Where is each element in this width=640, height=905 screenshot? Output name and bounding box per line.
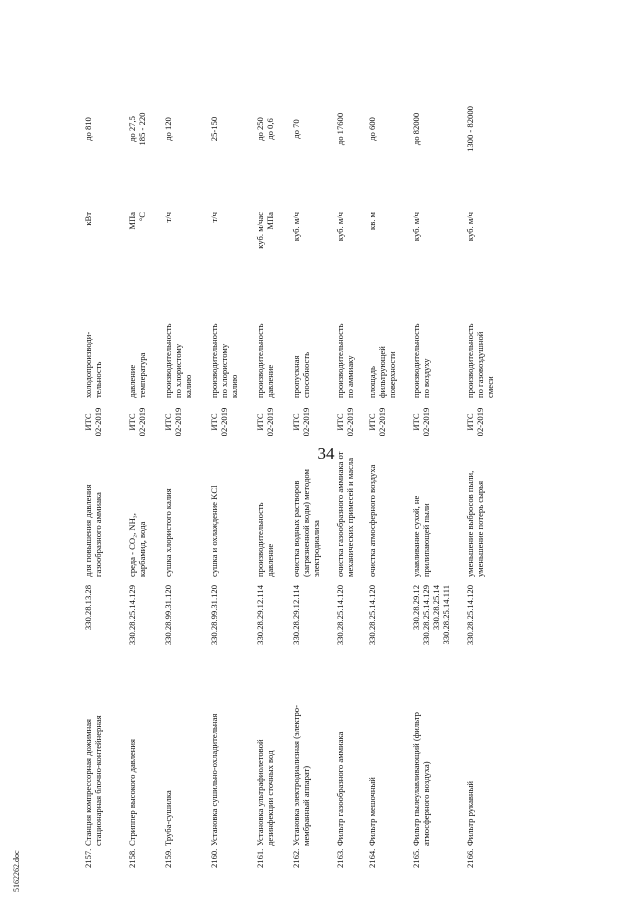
parameter-value: до 17600 (335, 112, 345, 146)
parameter-name: площадь фильтрующей поверхности (367, 346, 397, 398)
equipment-table (83, 68, 553, 868)
row-number: 2165. (411, 848, 421, 868)
parameter-unit: куб. м/ч (465, 212, 475, 242)
parameter-value: до 810 (83, 117, 93, 141)
table-row (291, 68, 321, 868)
equipment-name: Стриппер высокого давления (127, 739, 137, 846)
table-row (127, 68, 147, 868)
equipment-purpose: уменьшение выбросов пыли, уменьшение потерь сырья (465, 470, 485, 577)
parameter-name: производительность давление (255, 323, 275, 398)
equipment-name: Фильтр мешочный (367, 777, 377, 846)
parameter-unit: куб. м/час МПа (255, 212, 275, 249)
okpd-code: 330.28.25.14.120 (335, 585, 345, 646)
row-number: 2163. (335, 848, 345, 868)
parameter-unit: куб. м/ч (411, 212, 421, 242)
parameter-value: до 82000 (411, 112, 421, 146)
parameter-value: до 250 до 0,6 (255, 117, 275, 141)
footer-file-name: 5162262.doc (12, 850, 21, 892)
parameter-unit: кВт (83, 212, 93, 226)
table-row (255, 68, 275, 868)
equipment-name: Фильтр газообразного аммиака (335, 731, 345, 846)
okpd-code: 330.28.99.31.120 (163, 585, 173, 646)
equipment-name: Труба-сушилка (163, 790, 173, 846)
reference-document: ИТС 02-2019 (127, 407, 147, 437)
equipment-name: Станция компрессорная дожимная стационарная блочно-контейнерная (83, 715, 103, 846)
reference-document: ИТС 02-2019 (411, 407, 431, 437)
parameter-value: до 27,5 185 - 220 (127, 112, 147, 146)
row-number: 2161. (255, 848, 265, 868)
parameter-name: давление температура (127, 352, 147, 398)
equipment-purpose: сушка хлористого калия (163, 488, 173, 577)
reference-document: ИТС 02-2019 (83, 407, 103, 437)
parameter-name: холодопроизводи- тельность (83, 331, 103, 398)
reference-document: ИТС 02-2019 (335, 407, 355, 437)
row-number: 2166. (465, 848, 475, 868)
row-number: 2164. (367, 848, 377, 868)
parameter-unit: куб. м/ч (291, 212, 301, 242)
parameter-value: до 70 (291, 119, 301, 139)
table-row (367, 68, 397, 868)
parameter-name: производительность по воздуху (411, 323, 431, 398)
reference-document: ИТС 02-2019 (291, 407, 311, 437)
okpd-code: 330.28.13.28 (83, 585, 93, 631)
okpd-code: 330.28.29.12.114 (291, 585, 301, 645)
reference-document: ИТС 02-2019 (465, 407, 485, 437)
equipment-name: Фильтр рукавный (465, 781, 475, 846)
parameter-value: до 600 (367, 117, 377, 141)
okpd-code: 330.28.25.14.129 (127, 585, 137, 646)
equipment-name: Фильтр пылеулавливающий (фильтр атмосферного воздуха) (411, 712, 431, 846)
page-number: 34 (317, 444, 335, 463)
parameter-unit: кв. м (367, 212, 377, 230)
row-number: 2159. (163, 848, 173, 868)
parameter-name: производительность по хлористому калию (163, 323, 193, 398)
equipment-purpose: очистка атмосферного воздуха (367, 464, 377, 577)
row-number: 2158. (127, 848, 137, 868)
equipment-purpose: сушка и охлаждение KCl (209, 485, 219, 577)
table-row (83, 68, 103, 868)
equipment-purpose: среда - CO₂, NH₃, карбамид, вода (127, 513, 147, 577)
equipment-name: Установка электродиализная (электро-мембранный аппарат) (291, 705, 311, 846)
row-number: 2162. (291, 848, 301, 868)
table-row (163, 68, 193, 868)
row-number: 2160. (209, 848, 219, 868)
parameter-name: производительность по газовоздушной смеси (465, 323, 495, 398)
parameter-unit: т/ч (209, 212, 219, 223)
equipment-name: Установка ультрафиолетовой дезинфекции сточных вод (255, 739, 275, 846)
parameter-value: до 120 (163, 117, 173, 141)
reference-document: ИТС 02-2019 (209, 407, 229, 437)
table-row (411, 68, 451, 868)
reference-document: ИТС 02-2019 (163, 407, 183, 437)
parameter-unit: т/ч (163, 212, 173, 223)
row-number: 2157. (83, 848, 93, 868)
parameter-name: производительность по хлористому калию (209, 323, 239, 398)
equipment-purpose: производительность давление (255, 502, 275, 577)
parameter-unit: МПа °С (127, 212, 147, 230)
equipment-purpose: улавливание сухой, не прилипающей пыли (411, 495, 431, 577)
parameter-name: производительность по аммиаку (335, 323, 355, 398)
reference-document: ИТС 02-2019 (367, 407, 387, 437)
equipment-purpose: очистка газообразного аммиака от механических примесей и масла (335, 451, 355, 577)
parameter-name: пропускная способность (291, 351, 311, 398)
okpd-code: 330.28.29.12 330.28.25.14.129 330.28.25.14 330.28.25.14.111 (411, 585, 451, 646)
table-row (335, 68, 355, 868)
equipment-purpose: очистка водных растворов (загрязненной воды) методом электродиализа (291, 469, 321, 577)
equipment-purpose: для повышения давления газообразного аммиака (83, 484, 103, 577)
parameter-unit: куб. м/ч (335, 212, 345, 242)
table-row (209, 68, 239, 868)
okpd-code: 330.28.99.31.120 (209, 585, 219, 646)
okpd-code: 330.28.25.14.120 (367, 585, 377, 646)
parameter-value: 25-150 (209, 116, 219, 142)
okpd-code: 330.28.25.14.120 (465, 585, 475, 646)
okpd-code: 330.28.29.12.114 (255, 585, 265, 645)
parameter-value: 1300 - 82000 (465, 106, 475, 152)
reference-document: ИТС 02-2019 (255, 407, 275, 437)
equipment-name: Установка сушильно-охладительная (209, 713, 219, 846)
table-row (465, 68, 495, 868)
